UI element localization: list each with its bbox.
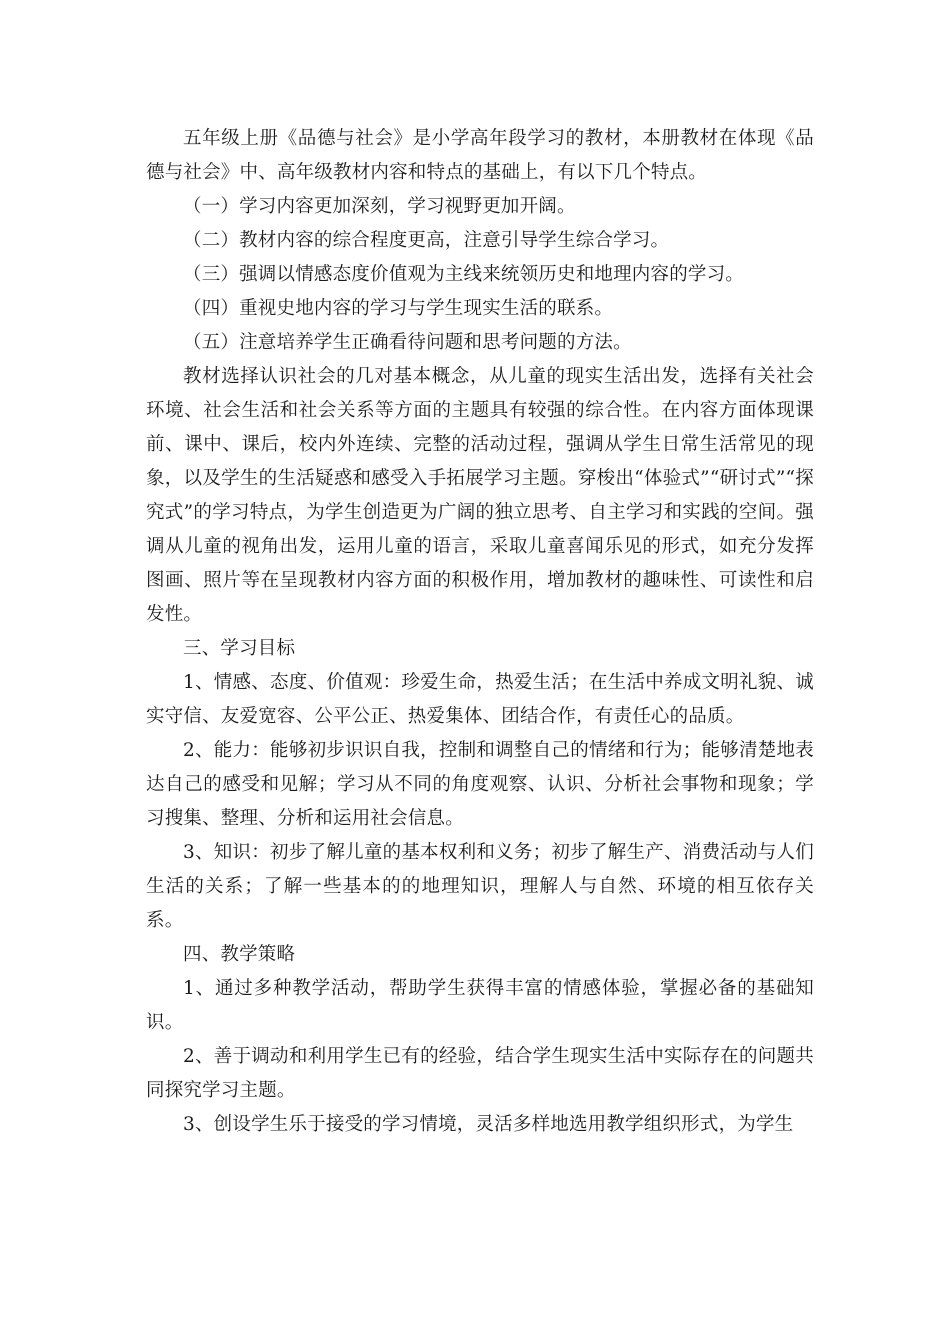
feature-item-1: （一）学习内容更加深刻，学习视野更加开阔。 (183, 196, 576, 217)
goal-item-3: 3、知识：初步了解儿童的基本权利和义务；初步了解生产、消费活动与人们生活的关系；了解一些基本的的地理知识，理解人与自然、环境的相互依存关系。 (146, 842, 814, 931)
document-body (146, 122, 814, 1142)
content-description-paragraph: 教材选择认识社会的几对基本概念，从儿童的现实生活出发，选择有关社会环境、社会生活和社会关系等方面的主题具有较强的综合性。在内容方面体现课前、课中、课后，校内外连续、完整的活动过程，强调从学生日常生活常见的现象，以及学生的生活疑惑和感受入手拓展学习主题。穿梭出“体验式”“研讨式”“探究式”的学习特点，为学生创造更为广阔的独立思考、自主学习和实践的空间。强调从儿童的视角出发，运用儿童的语言，采取儿童喜闻乐见的形式，如充分发挥图画、照片等在呈现教材内容方面的积极作用，增加教材的趣味性、可读性和启发性。 (146, 366, 814, 625)
section-heading-teaching-strategy: 四、教学策略 (183, 944, 296, 965)
section-heading-learning-goals: 三、学习目标 (183, 638, 296, 659)
feature-item-2: （二）教材内容的综合程度更高，注意引导学生综合学习。 (183, 230, 670, 251)
feature-item-4: （四）重视史地内容的学习与学生现实生活的联系。 (183, 298, 614, 319)
feature-item-5: （五）注意培养学生正确看待问题和思考问题的方法。 (183, 332, 632, 353)
intro-paragraph: 五年级上册《品德与社会》是小学高年段学习的教材，本册教材在体现《品德与社会》中、高年级教材内容和特点的基础上，有以下几个特点。 (146, 128, 814, 183)
goal-item-1: 1、情感、态度、价值观：珍爱生命，热爱生活；在生活中养成文明礼貌、诚实守信、友爱宽容、公平公正、热爱集体、团结合作，有责任心的品质。 (146, 672, 814, 727)
strategy-item-1: 1、通过多种教学活动，帮助学生获得丰富的情感体验，掌握必备的基础知识。 (146, 978, 814, 1033)
strategy-item-3: 3、创设学生乐于接受的学习情境，灵活多样地选用教学组织形式，为学生 (183, 1114, 794, 1135)
strategy-item-2: 2、善于调动和利用学生已有的经验，结合学生现实生活中实际存在的问题共同探究学习主题。 (146, 1046, 814, 1101)
goal-item-2: 2、能力：能够初步识识自我，控制和调整自己的情绪和行为；能够清楚地表达自己的感受和见解；学习从不同的角度观察、认识、分析社会事物和现象；学习搜集、整理、分析和运用社会信息。 (146, 740, 814, 829)
feature-item-3: （三）强调以情感态度价值观为主线来统领历史和地理内容的学习。 (183, 264, 745, 285)
